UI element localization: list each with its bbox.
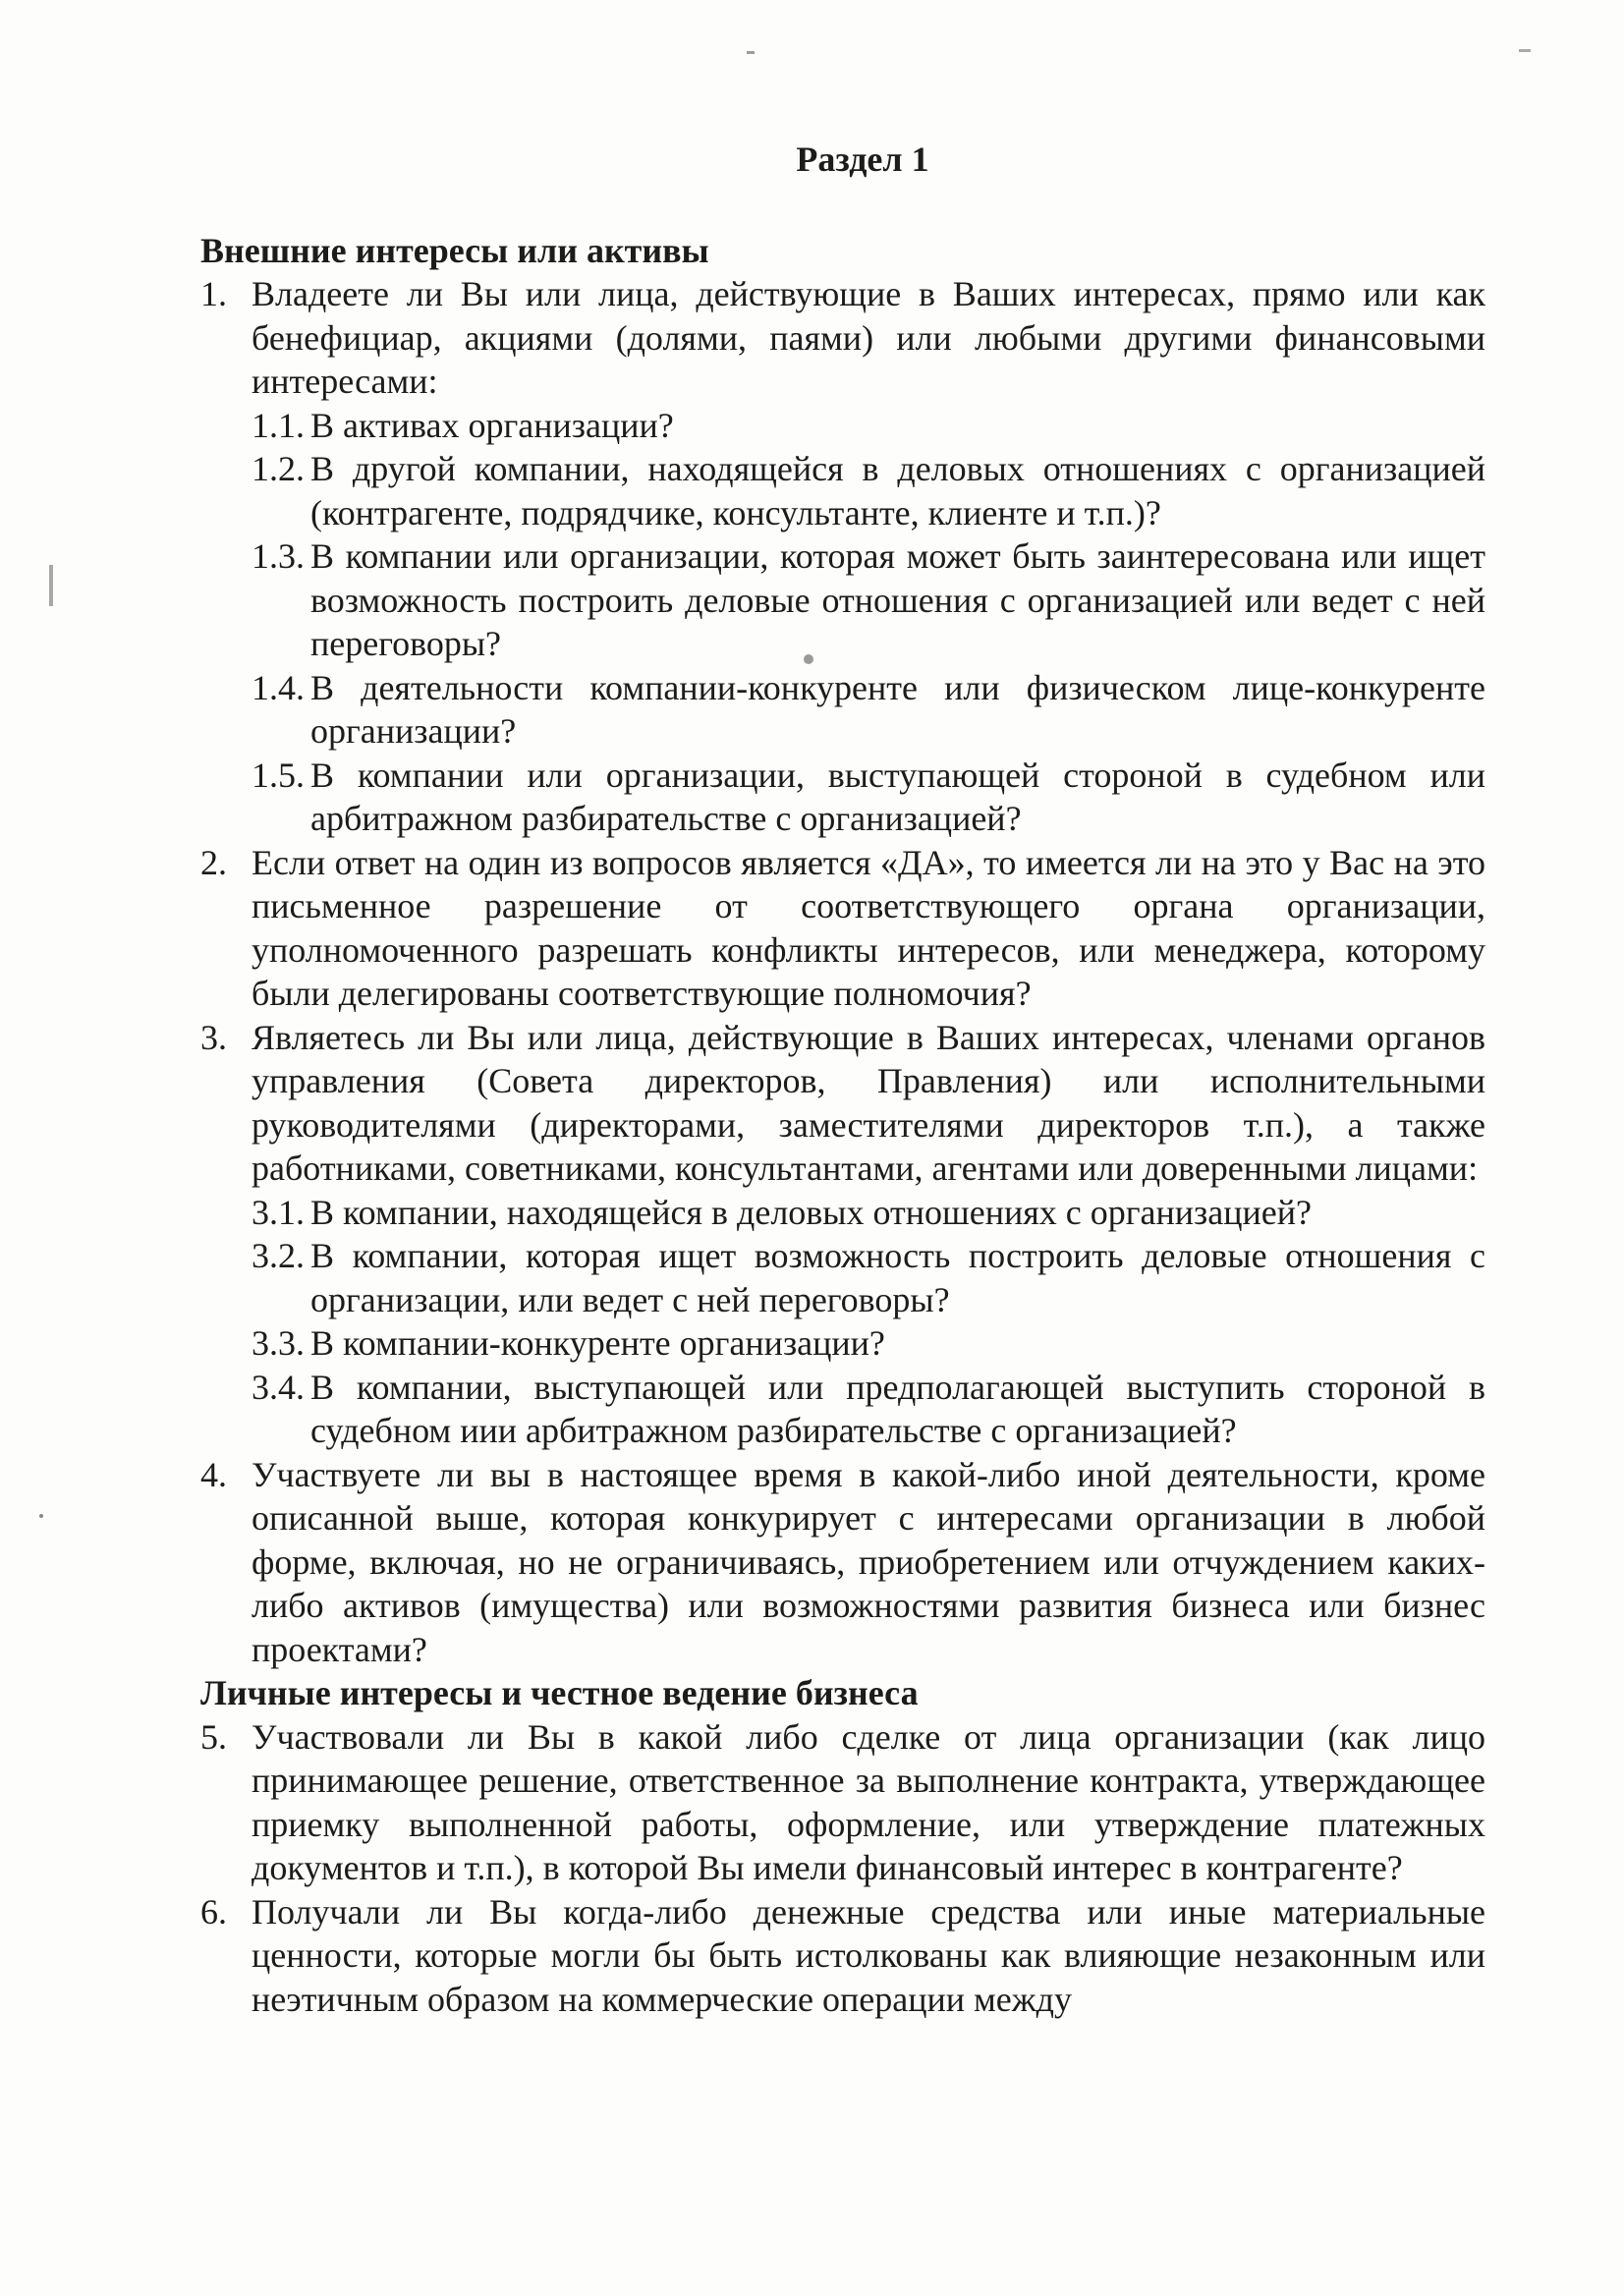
subquestion-1-3 (252, 534, 1485, 666)
subquestion-1-4 (252, 666, 1485, 754)
question-number: 1. (200, 274, 227, 313)
subquestion-text: В другой компании, находящейся в деловых отношениях с организацией (контрагенте, подрядчике, консультанте, клиенте и т.п.)? (310, 449, 1485, 532)
subquestion-1-1 (252, 404, 1485, 448)
subquestion-text: В компании или организации, выступающей стороной в судебном или арбитражном разбирательстве с организацией? (310, 755, 1485, 838)
section-title: Раздел 1 (796, 140, 929, 179)
question-number: 2. (200, 842, 227, 882)
subquestion-text: В компании, выступающей или предполагающей выступить стороной в судебном иии арбитражном разбирательстве с организацией? (310, 1367, 1485, 1450)
subquestion-text: В компании, которая ищет возможность построить деловые отношения с организации, или ведет с ней переговоры? (310, 1236, 1485, 1319)
subquestion-number: 1.5. (252, 755, 305, 795)
subquestion-text: В компании или организации, которая может быть заинтересована или ищет возможность построить деловые отношения с организацией или ведет с ней переговоры? (310, 536, 1485, 663)
subquestion-3-2 (252, 1234, 1485, 1321)
question-text: Являетесь ли Вы или лица, действующие в Ваших интересах, членами органов управления (Совета директоров, Правления) или исполнительными руководителями (директорами, заместителями директоров т.п.), а также работниками, советниками, консультантами, агентами или доверенными лицами: (252, 1017, 1485, 1188)
subquestion-text: В деятельности компании-конкуренте или физическом лице-конкуренте организации? (310, 667, 1485, 751)
question-number: 4. (200, 1454, 227, 1494)
subquestion-number: 1.3. (252, 536, 305, 576)
question-number: 6. (200, 1891, 227, 1932)
subquestion-number: 3.3. (252, 1323, 305, 1363)
question-text: Участвуете ли вы в настоящее время в какой-либо иной деятельности, кроме описанной выше, которая конкурирует с интересами организации в любой форме, включая, но не ограничиваясь, приобретением или отчуждением каких-либо активов (имущества) или возможностями развития бизнеса или бизнес проектами? (252, 1454, 1485, 1669)
question-4 (200, 1453, 1485, 1672)
scan-speck (39, 1514, 43, 1518)
question-number: 3. (200, 1017, 227, 1057)
subquestion-text: В компании-конкуренте организации? (310, 1323, 885, 1363)
question-5 (200, 1715, 1485, 1890)
subquestion-3-4 (252, 1366, 1485, 1453)
subquestion-3-3 (252, 1321, 1485, 1366)
subquestion-number: 1.1. (252, 405, 305, 445)
subquestion-3-1 (252, 1191, 1485, 1235)
subquestion-number: 3.4. (252, 1367, 305, 1407)
subquestion-number: 3.2. (252, 1236, 305, 1275)
question-6 (200, 1890, 1485, 2022)
question-2 (200, 841, 1485, 1016)
section-heading-personal-interests: Личные интересы и честное ведение бизнеса (200, 1673, 919, 1712)
subquestion-text: В активах организации? (310, 405, 674, 445)
document-body (200, 138, 1485, 2021)
question-3 (200, 1016, 1485, 1191)
subquestion-number: 1.2. (252, 449, 305, 488)
question-text: Получали ли Вы когда-либо денежные средства или иные материальные ценности, которые могли бы быть истолкованы как влияющие незаконным или неэтичным образом на коммерческие операции между (252, 1891, 1485, 2019)
subquestion-text: В компании, находящейся в деловых отношениях с организацией? (310, 1192, 1312, 1232)
scan-speck (1519, 49, 1531, 52)
scan-artifact (49, 565, 53, 606)
subquestion-number: 3.1. (252, 1192, 305, 1232)
question-text: Если ответ на один из вопросов является «ДА», то имеется ли на это у Вас на это письменное разрешение от соответствующего органа организации, уполномоченного разрешать конфликты интересов, или менеджера, которому были делегированы соответствующие полномочия? (252, 842, 1485, 1013)
subquestion-1-2 (252, 447, 1485, 534)
question-1 (200, 272, 1485, 404)
subquestion-number: 1.4. (252, 667, 305, 707)
question-number: 5. (200, 1716, 227, 1757)
question-text: Владеете ли Вы или лица, действующие в Ваших интересах, прямо или как бенефициар, акциями (долями, паями) или любыми другими финансовыми интересами: (252, 274, 1485, 401)
section-heading-external-interests: Внешние интересы или активы (200, 230, 709, 270)
scan-speck (747, 51, 755, 54)
subquestion-1-5 (252, 754, 1485, 841)
question-text: Участвовали ли Вы в какой либо сделке от лица организации (как лицо принимающее решение, ответственное за выполнение контракта, утверждающее приемку выполненной работы, оформление, или утверждение платежных документов и т.п.), в которой Вы имели финансовый интерес в контрагенте? (252, 1716, 1485, 1887)
